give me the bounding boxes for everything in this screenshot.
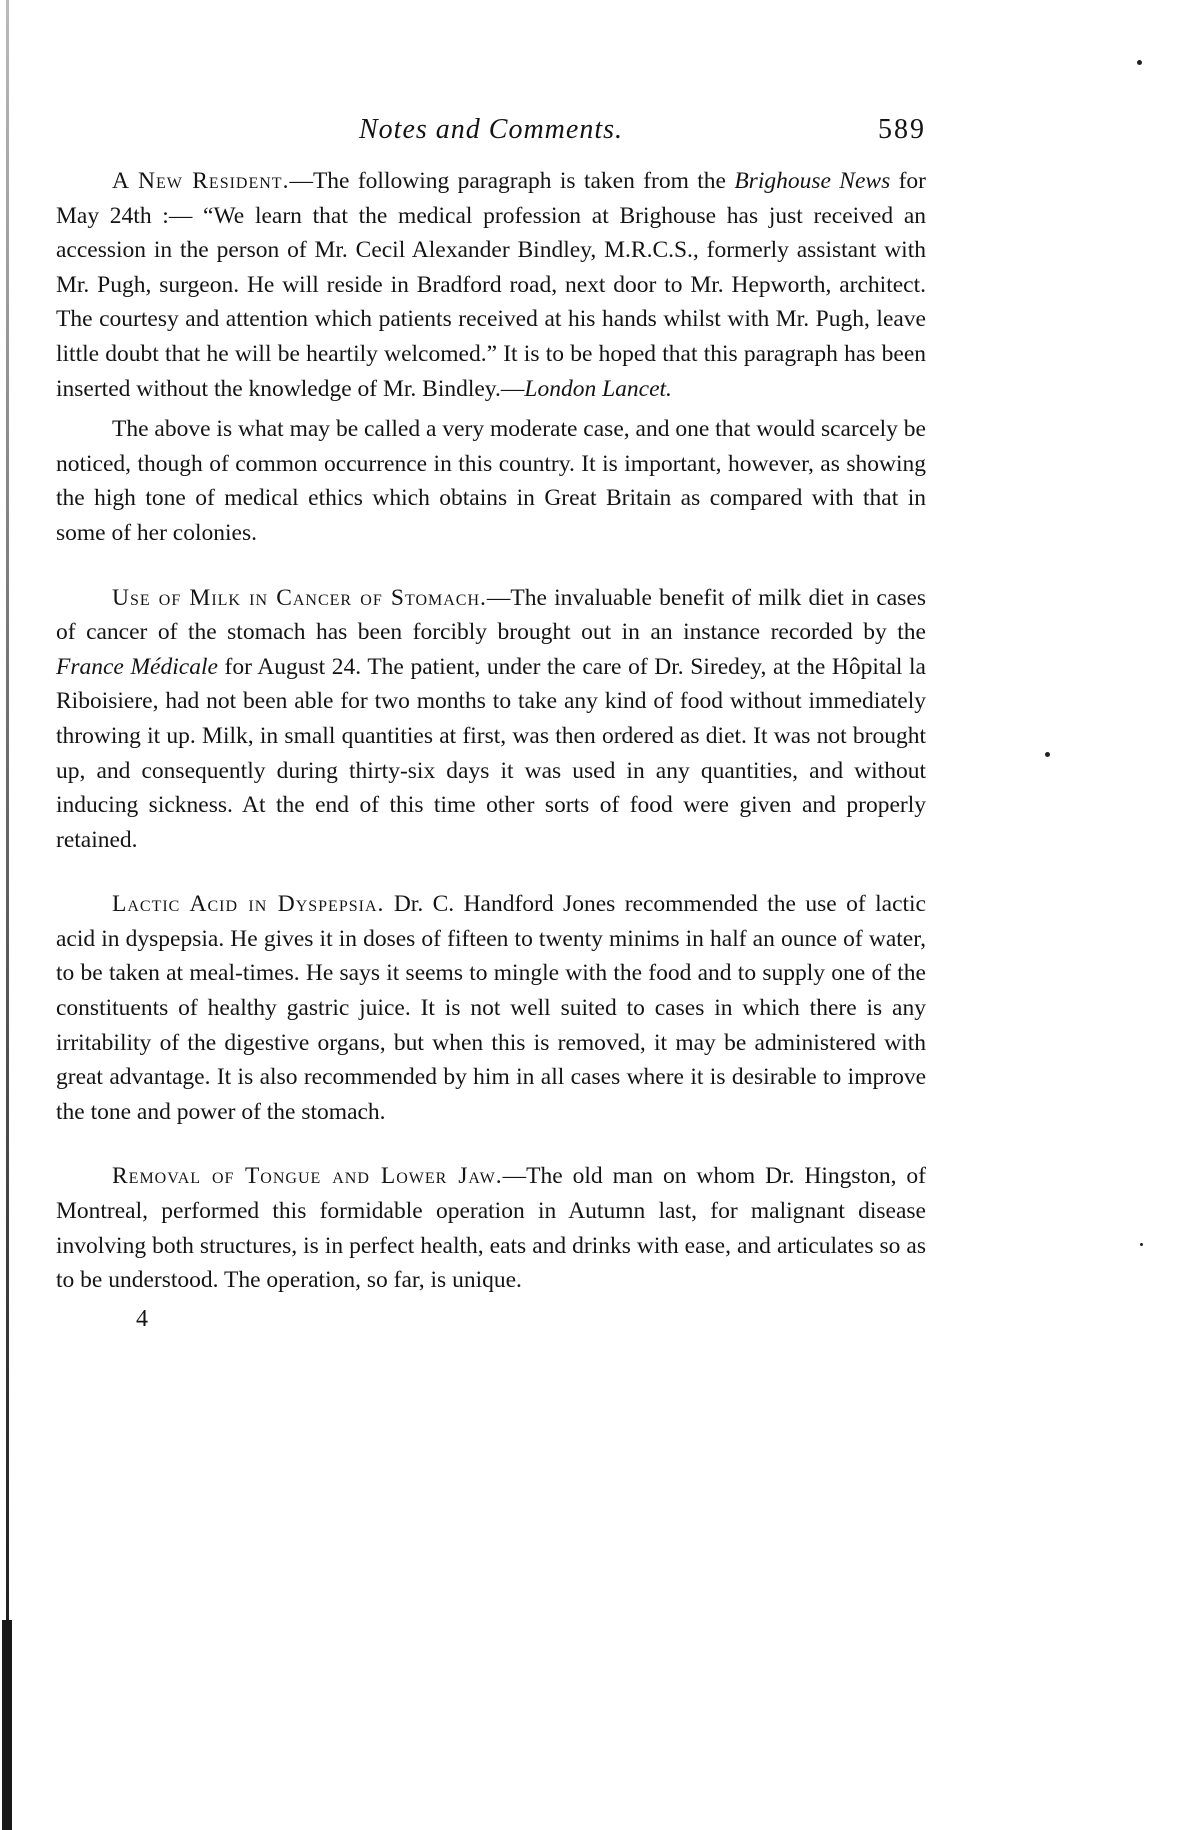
source-citation: London Lancet. bbox=[524, 375, 672, 402]
article-text: Dr. C. Handford Jones recommended the use of lactic acid in dyspepsia. He gives it in doses of fifteen to twenty minims in half an ounce of water, to be taken at meal-times. He says it seems to mingle with the food and to supply one of the constituents of healthy gastric juice. It is not well suited to cases in which there is any irritability of the digestive organs, but when this is removed, it may be administered with great advantage. It is also recommended by him in all cases where it is desirable to improve the tone and power of the stomach. bbox=[56, 891, 926, 1125]
editorial-comment bbox=[56, 412, 926, 550]
scan-speck bbox=[1045, 752, 1050, 757]
book-page bbox=[56, 100, 926, 1333]
page-number: 589 bbox=[878, 114, 926, 145]
publication-title: Brighouse News bbox=[734, 168, 891, 194]
publication-title: France Médicale bbox=[56, 653, 218, 680]
article-text: —The invaluable benefit of milk diet in cases of cancer of the stomach has been forcibly brought out in an instance recorded by the bbox=[56, 584, 926, 646]
article-text: —The old man on whom Dr. Hingston, of Montreal, performed this formidable operation in Autumn last, for malignant disease involving both structures, is in perfect health, eats and drinks with ease, and articulates so as to be understood. The operation, so far, is unique. bbox=[56, 1163, 926, 1294]
scan-edge-left bbox=[6, 0, 9, 1830]
article-text: —The following paragraph is taken from the bbox=[289, 168, 735, 194]
scan-speck bbox=[1137, 60, 1142, 65]
article-text: for May 24th :— “We learn that the medical profession at Brighouse has just received an accession in the person of Mr. Cecil Alexander Bindley, M.R.C.S., formerly assistant with Mr. Pugh, surgeon. He will reside in Bradford road, next door to Mr. Hepworth, architect. The courtesy and attention which patients received at his hands whilst with Mr. Pugh, leave little doubt that he will be heartily welcomed.” It is to be hoped that this paragraph has been inserted without the knowledge of Mr. Bindley.— bbox=[56, 168, 926, 402]
article-lactic-acid bbox=[56, 887, 926, 1129]
article-heading: Lactic Acid in Dyspepsia. bbox=[112, 891, 385, 918]
article-new-resident bbox=[56, 164, 926, 406]
article-milk-cancer bbox=[56, 581, 926, 858]
scan-speck bbox=[1140, 1243, 1143, 1246]
article-heading: Removal of Tongue and Lower Jaw. bbox=[112, 1163, 503, 1190]
article-heading: A New Resident. bbox=[112, 168, 290, 194]
article-text: The above is what may be called a very moderate case, and one that would scarcely be noticed, though of common occurrence in this country. It is important, however, as showing the high tone of medical ethics which obtains in Great Britain as compared with that in some of her colonies. bbox=[56, 416, 926, 546]
scan-edge-shadow bbox=[2, 1620, 12, 1830]
article-text: for August 24. The patient, under the care of Dr. Siredey, at the Hôpital la Riboisiere, had not been able for two months to take any kind of food without immediately throwing it up. Milk, in small quantities at first, was then ordered as diet. It was not brought up, and consequently during thirty-six days it was used in any quantities, and without inducing sickness. At the end of this time other sorts of food were given and properly retained. bbox=[56, 653, 926, 853]
signature-mark: 4 bbox=[136, 1305, 148, 1332]
running-head bbox=[56, 100, 926, 164]
article-tongue-jaw bbox=[56, 1159, 926, 1297]
article-heading: Use of Milk in Cancer of Stomach. bbox=[112, 584, 487, 611]
running-title: Notes and Comments. bbox=[359, 114, 623, 145]
